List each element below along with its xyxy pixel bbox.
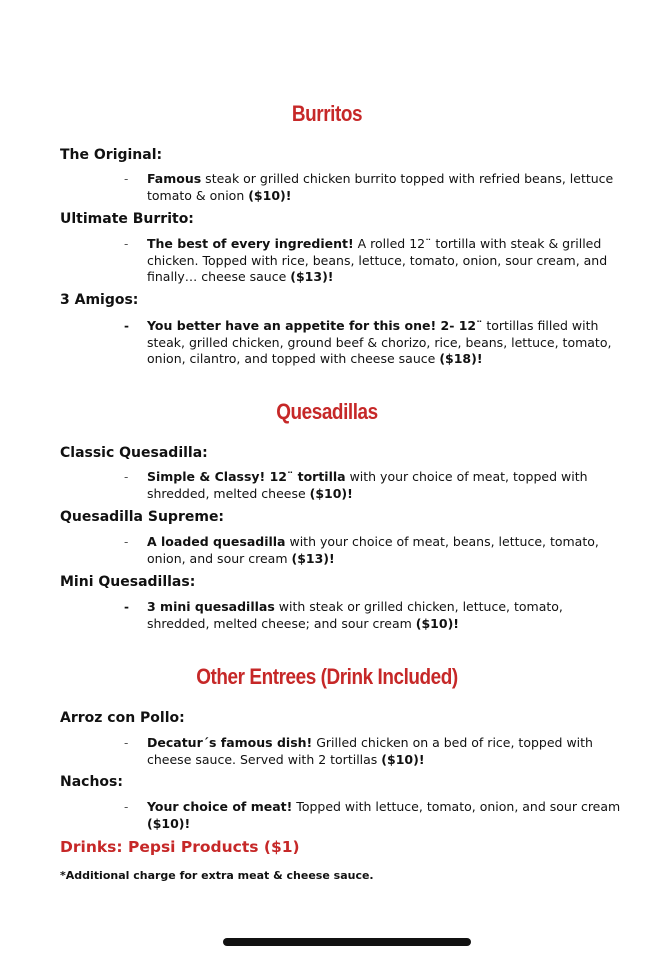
item-desc-nachos — [147, 799, 629, 832]
section-title-quesadillas: Quesadillas — [276, 399, 378, 424]
item-text: A rolled 12¨ tortilla with steak & grilled chicken. Topped with rice, beans, lettuce, tomato, onion, sour cream, and finally… cheese sauce — [147, 236, 608, 284]
item-desc-the-original — [147, 171, 629, 204]
bullet: - — [124, 172, 129, 186]
item-text: steak or grilled chicken burrito topped with refried beans, lettuce tomato & onion — [147, 171, 614, 203]
bullet: - — [124, 470, 129, 484]
item-desc-3-amigos — [147, 318, 629, 368]
item-price: ($10)! — [381, 751, 425, 767]
item-text: tortillas filled with steak, grilled chicken, ground beef & chorizo, rice, beans, lettuce, tomato, onion, cilantro, and topped with cheese sauce — [147, 318, 612, 366]
section-title-burritos: Burritos — [291, 101, 363, 126]
item-lead: Decatur´s famous dish! — [147, 735, 313, 750]
item-price: ($10)! — [248, 187, 292, 203]
item-price: ($10)! — [147, 815, 191, 831]
item-text: with your choice of meat, beans, lettuce, tomato, onion, and sour cream — [147, 534, 599, 566]
item-price: ($10)! — [415, 615, 459, 631]
item-text: with your choice of meat, topped with shredded, melted cheese — [147, 469, 588, 501]
item-name-the-original: The Original: — [60, 147, 163, 163]
item-desc-quesadilla-supreme — [147, 534, 629, 567]
home-indicator[interactable] — [223, 938, 471, 946]
bullet: - — [124, 237, 129, 251]
bullet: - — [124, 800, 129, 814]
item-desc-arroz-con-pollo — [147, 735, 629, 768]
item-lead: A loaded quesadilla — [147, 534, 286, 549]
item-text: with steak or grilled chicken, lettuce, tomato, shredded, melted cheese; and sour cream — [147, 599, 563, 631]
item-name-3-amigos: 3 Amigos: — [60, 292, 139, 308]
item-lead: The best of every ingredient! — [147, 236, 354, 251]
bullet: - — [124, 319, 129, 333]
item-text: Grilled chicken on a bed of rice, topped with cheese sauce. Served with 2 tortillas — [147, 735, 593, 767]
item-name-mini-quesadillas: Mini Quesadillas: — [60, 574, 196, 590]
item-price: ($10)! — [309, 485, 353, 501]
item-lead: Simple & Classy! 12¨ tortilla — [147, 469, 346, 484]
item-lead: Your choice of meat! — [147, 799, 293, 814]
item-price: ($13)! — [290, 269, 334, 284]
item-price: ($18)! — [439, 351, 483, 366]
item-name-nachos: Nachos: — [60, 774, 123, 790]
drinks-line: Drinks: Pepsi Products ($1) — [60, 838, 300, 856]
item-text: Topped with lettuce, tomato, onion, and sour cream — [292, 799, 621, 814]
item-desc-classic-quesadilla — [147, 469, 629, 502]
item-name-quesadilla-supreme: Quesadilla Supreme: — [60, 509, 225, 525]
bullet: - — [124, 535, 129, 549]
section-title-other-entrees: Other Entrees (Drink Included) — [196, 664, 458, 689]
item-desc-ultimate-burrito — [147, 236, 629, 286]
item-name-ultimate-burrito: Ultimate Burrito: — [60, 211, 194, 227]
item-lead: Famous — [147, 171, 202, 186]
extra-charge-note: *Additional charge for extra meat & cheese sauce. — [60, 869, 374, 882]
item-name-classic-quesadilla: Classic Quesadilla: — [60, 445, 208, 461]
item-price: ($13)! — [291, 550, 335, 566]
item-lead: 3 mini quesadillas — [147, 599, 275, 614]
item-name-arroz-con-pollo: Arroz con Pollo: — [60, 710, 185, 726]
bullet: - — [124, 736, 129, 750]
item-lead: You better have an appetite for this one! 2- 12¨ — [147, 318, 483, 333]
bullet: - — [124, 600, 129, 614]
item-desc-mini-quesadillas — [147, 599, 629, 632]
